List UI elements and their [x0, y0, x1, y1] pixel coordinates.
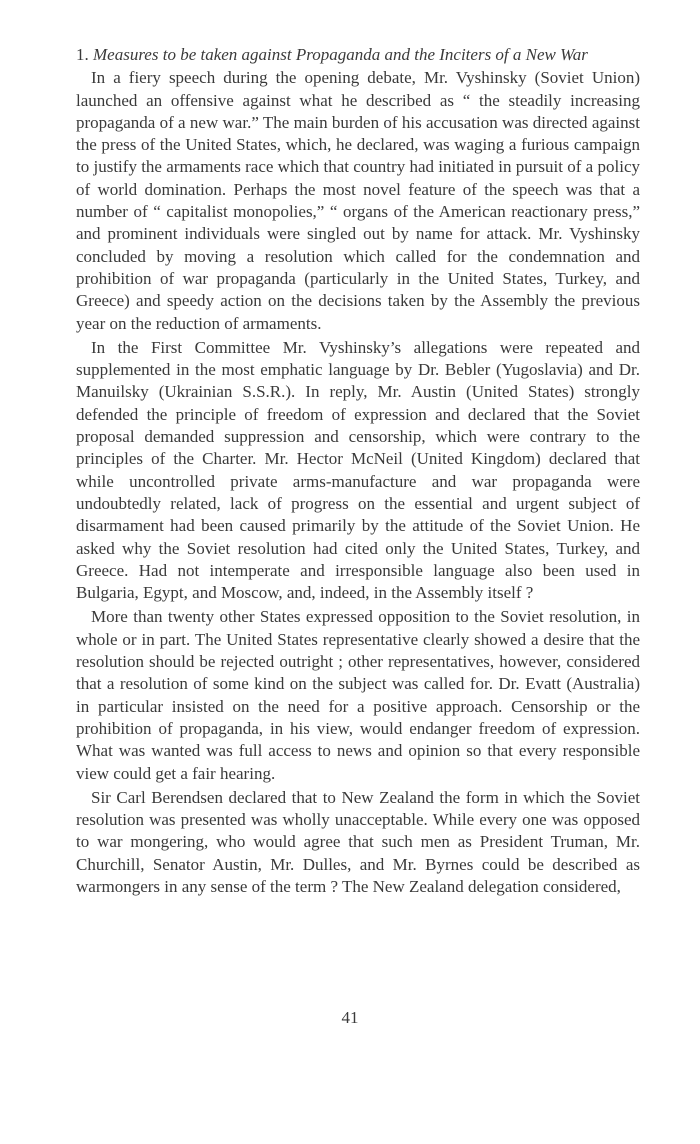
- paragraph-3: More than twenty other States expressed opposition to the Soviet resolution, in whole or in part. The United States representative clearly showed a desire that the resolution should be rejected outright ; other representatives, however, considered that a resolution of some kind on the subject was called for. Dr. Evatt (Australia) in particular insisted on the need for a positive approach. Censorship or the prohibition of propaganda, in his view, would endanger freedom of expression. What was wanted was full access to news and opinion so that every responsible view could get a fair hearing.: [76, 607, 640, 783]
- section-heading: [76, 44, 640, 66]
- section-number: 1.: [76, 45, 89, 64]
- section-title: Measures to be taken against Propaganda and the Inciters of a New War: [93, 45, 588, 64]
- document-page: [76, 44, 640, 900]
- paragraph-4: Sir Carl Berendsen declared that to New Zealand the form in which the Soviet resolution was presented was wholly unacceptable. While every one was opposed to war mongering, who would agree that such men as President Truman, Mr. Churchill, Senator Austin, Mr. Dulles, and Mr. Byrnes could be described as warmongers in any sense of the term ? The New Zealand delegation considered,: [76, 787, 640, 896]
- paragraph-1: In a fiery speech during the opening debate, Mr. Vyshinsky (Soviet Union) launched an offensive against what he described as “ the steadily increasing propaganda of a new war.” The main burden of his accusation was directed against the press of the United States, which, he declared, was waging a furious campaign to justify the armaments race which that country had initiated in pursuit of a policy of world domination. Perhaps the most novel feature of the speech was that a number of “ capitalist monopolies,” “ organs of the American reactionary press,” and prominent individuals were singled out by name for attack. Mr. Vyshinsky concluded by moving a resolution which called for the condemnation and prohibition of war propaganda (particularly in the United States, Turkey, and Greece) and speedy action on the decisions taken by the Assembly the previous year on the reduction of armaments.: [76, 68, 640, 333]
- page-number: 41: [341, 1008, 359, 1027]
- paragraph-2: In the First Committee Mr. Vyshinsky’s allegations were repeated and supplemented in the most emphatic language by Dr. Bebler (Yugoslavia) and Dr. Manuilsky (Ukrainian S.S.R.). In reply, Mr. Austin (United States) strongly defended the principle of freedom of expression and declared that the Soviet proposal demanded suppression and censorship, which were contrary to the principles of the Charter. Mr. Hector McNeil (United Kingdom) declared that while uncontrolled private arms-manufacture and war propaganda were undoubtedly related, lack of progress on the essential and urgent subject of disarmament had been caused primarily by the attitude of the Soviet Union. He asked why the Soviet resolution had cited only the United States, Turkey, and Greece. Had not intemperate and irresponsible language also been used in Bulgaria, Egypt, and Moscow, and, indeed, in the Assembly itself ?: [76, 337, 640, 603]
